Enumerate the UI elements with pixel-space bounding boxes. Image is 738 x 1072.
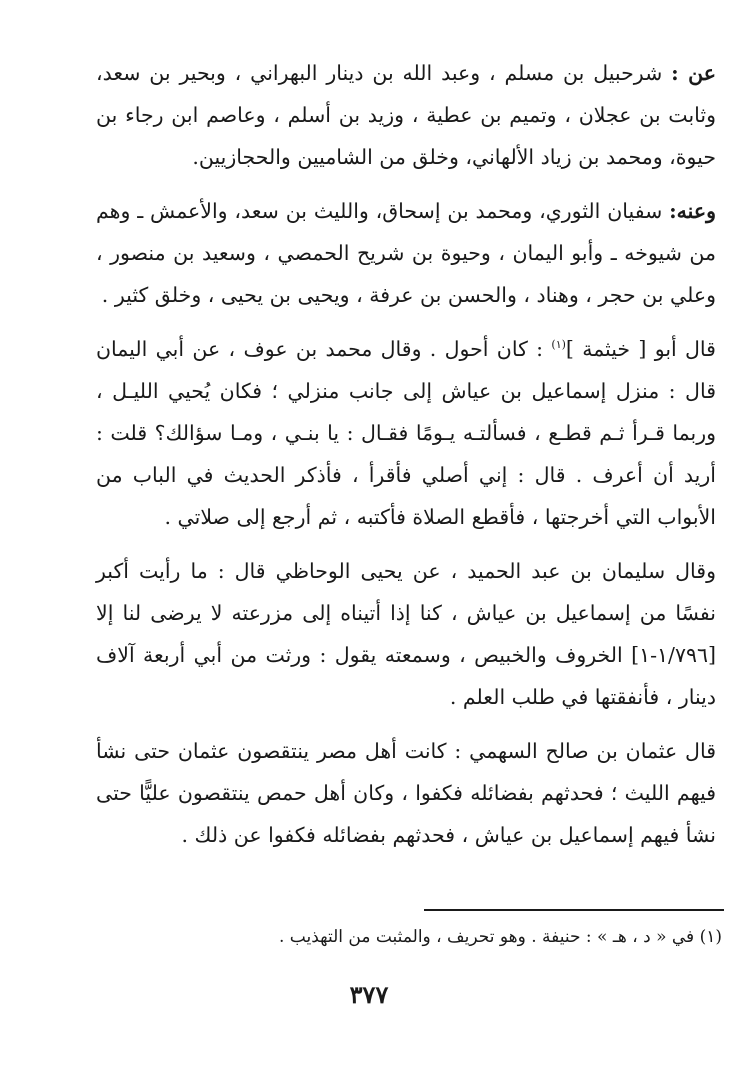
paragraph-sulayman bbox=[96, 550, 716, 718]
paragraph-text: قال عثمان بن صالح السهمي : كانت أهل مصر ينتقصون عثمان حتى نشأ فيهم الليث ؛ فحدثهم بفضائله فكفوا ، وكان أهل حمص ينتقصون عليًّا حتى نشأ فيهم إسماعيل بن عياش ، فحدثهم بفضائله فكفوا عن ذلك . bbox=[96, 739, 716, 847]
paragraph-abu-khaythama bbox=[96, 328, 716, 538]
paragraph-text: : كان أحول . وقال محمد بن عوف ، عن أبي اليمان قال : منزل إسماعيل بن عياش إلى جانب منزلي ؛ فكان يُحيي الليـل ، وربما قـرأ ثـم قطـع ، فسألتـه يـومًا فقـال : يا بنـي ، ومـا سؤالك؟ قلت : أريد أن أعرف . قال : إني أصلي فأقرأ ، فأذكر الحديث في الباب من الأبواب التي أخرجتها ، فأقطع الصلاة فأكتبه ، ثم أرجع إلى صلاتي . bbox=[96, 337, 716, 529]
paragraph-text: شرحبيل بن مسلم ، وعبد الله بن دينار البهراني ، وبحير بن سعد، وثابت بن عجلان ، وتميم بن عطية ، وزيد بن أسلم ، وعاصم ابن رجاء بن حيوة، ومحمد بن زياد الألهاني، وخلق من الشاميين والحجازيين. bbox=[96, 61, 716, 169]
page-body bbox=[96, 52, 716, 868]
paragraph-text-start: قال أبو [ خيثمة ] bbox=[565, 337, 716, 361]
paragraph-narrators-from bbox=[96, 52, 716, 178]
paragraph-text: وقال سليمان بن عبد الحميد ، عن يحيى الوحاظي قال : ما رأيت أكبر نفسًا من إسماعيل بن عياش ، كنا إذا أتيناه إلى مزرعته لا يرضى لنا إلا [١/٧٩٦-١] الخروف والخبيص ، وسمعته يقول : ورثت من أبي أربعة آلاف دينار ، فأنفقتها في طلب العلم . bbox=[96, 559, 716, 709]
page-number: ٣٧٧ bbox=[349, 980, 389, 1009]
paragraph-text: سفيان الثوري، ومحمد بن إسحاق، والليث بن سعد، والأعمش ـ وهم من شيوخه ـ وأبو اليمان ، وحيوة بن شريح الحمصي ، وسعيد بن منصور ، وعلي بن حجر ، وهناد ، والحسن بن عرفة ، ويحيى بن يحيى ، وخلق كثير . bbox=[96, 199, 716, 307]
paragraph-uthman bbox=[96, 730, 716, 856]
footnote-separator bbox=[424, 909, 724, 911]
footnote-reference[interactable]: (١) bbox=[551, 338, 566, 352]
paragraph-lead: وعنه: bbox=[669, 199, 716, 223]
paragraph-narrators-to bbox=[96, 190, 716, 316]
paragraph-lead: عن : bbox=[671, 61, 716, 85]
footnote: (١) في « د ، هـ » : حنيفة . وهو تحريف ، والمثبت من التهذيب . bbox=[278, 927, 722, 947]
